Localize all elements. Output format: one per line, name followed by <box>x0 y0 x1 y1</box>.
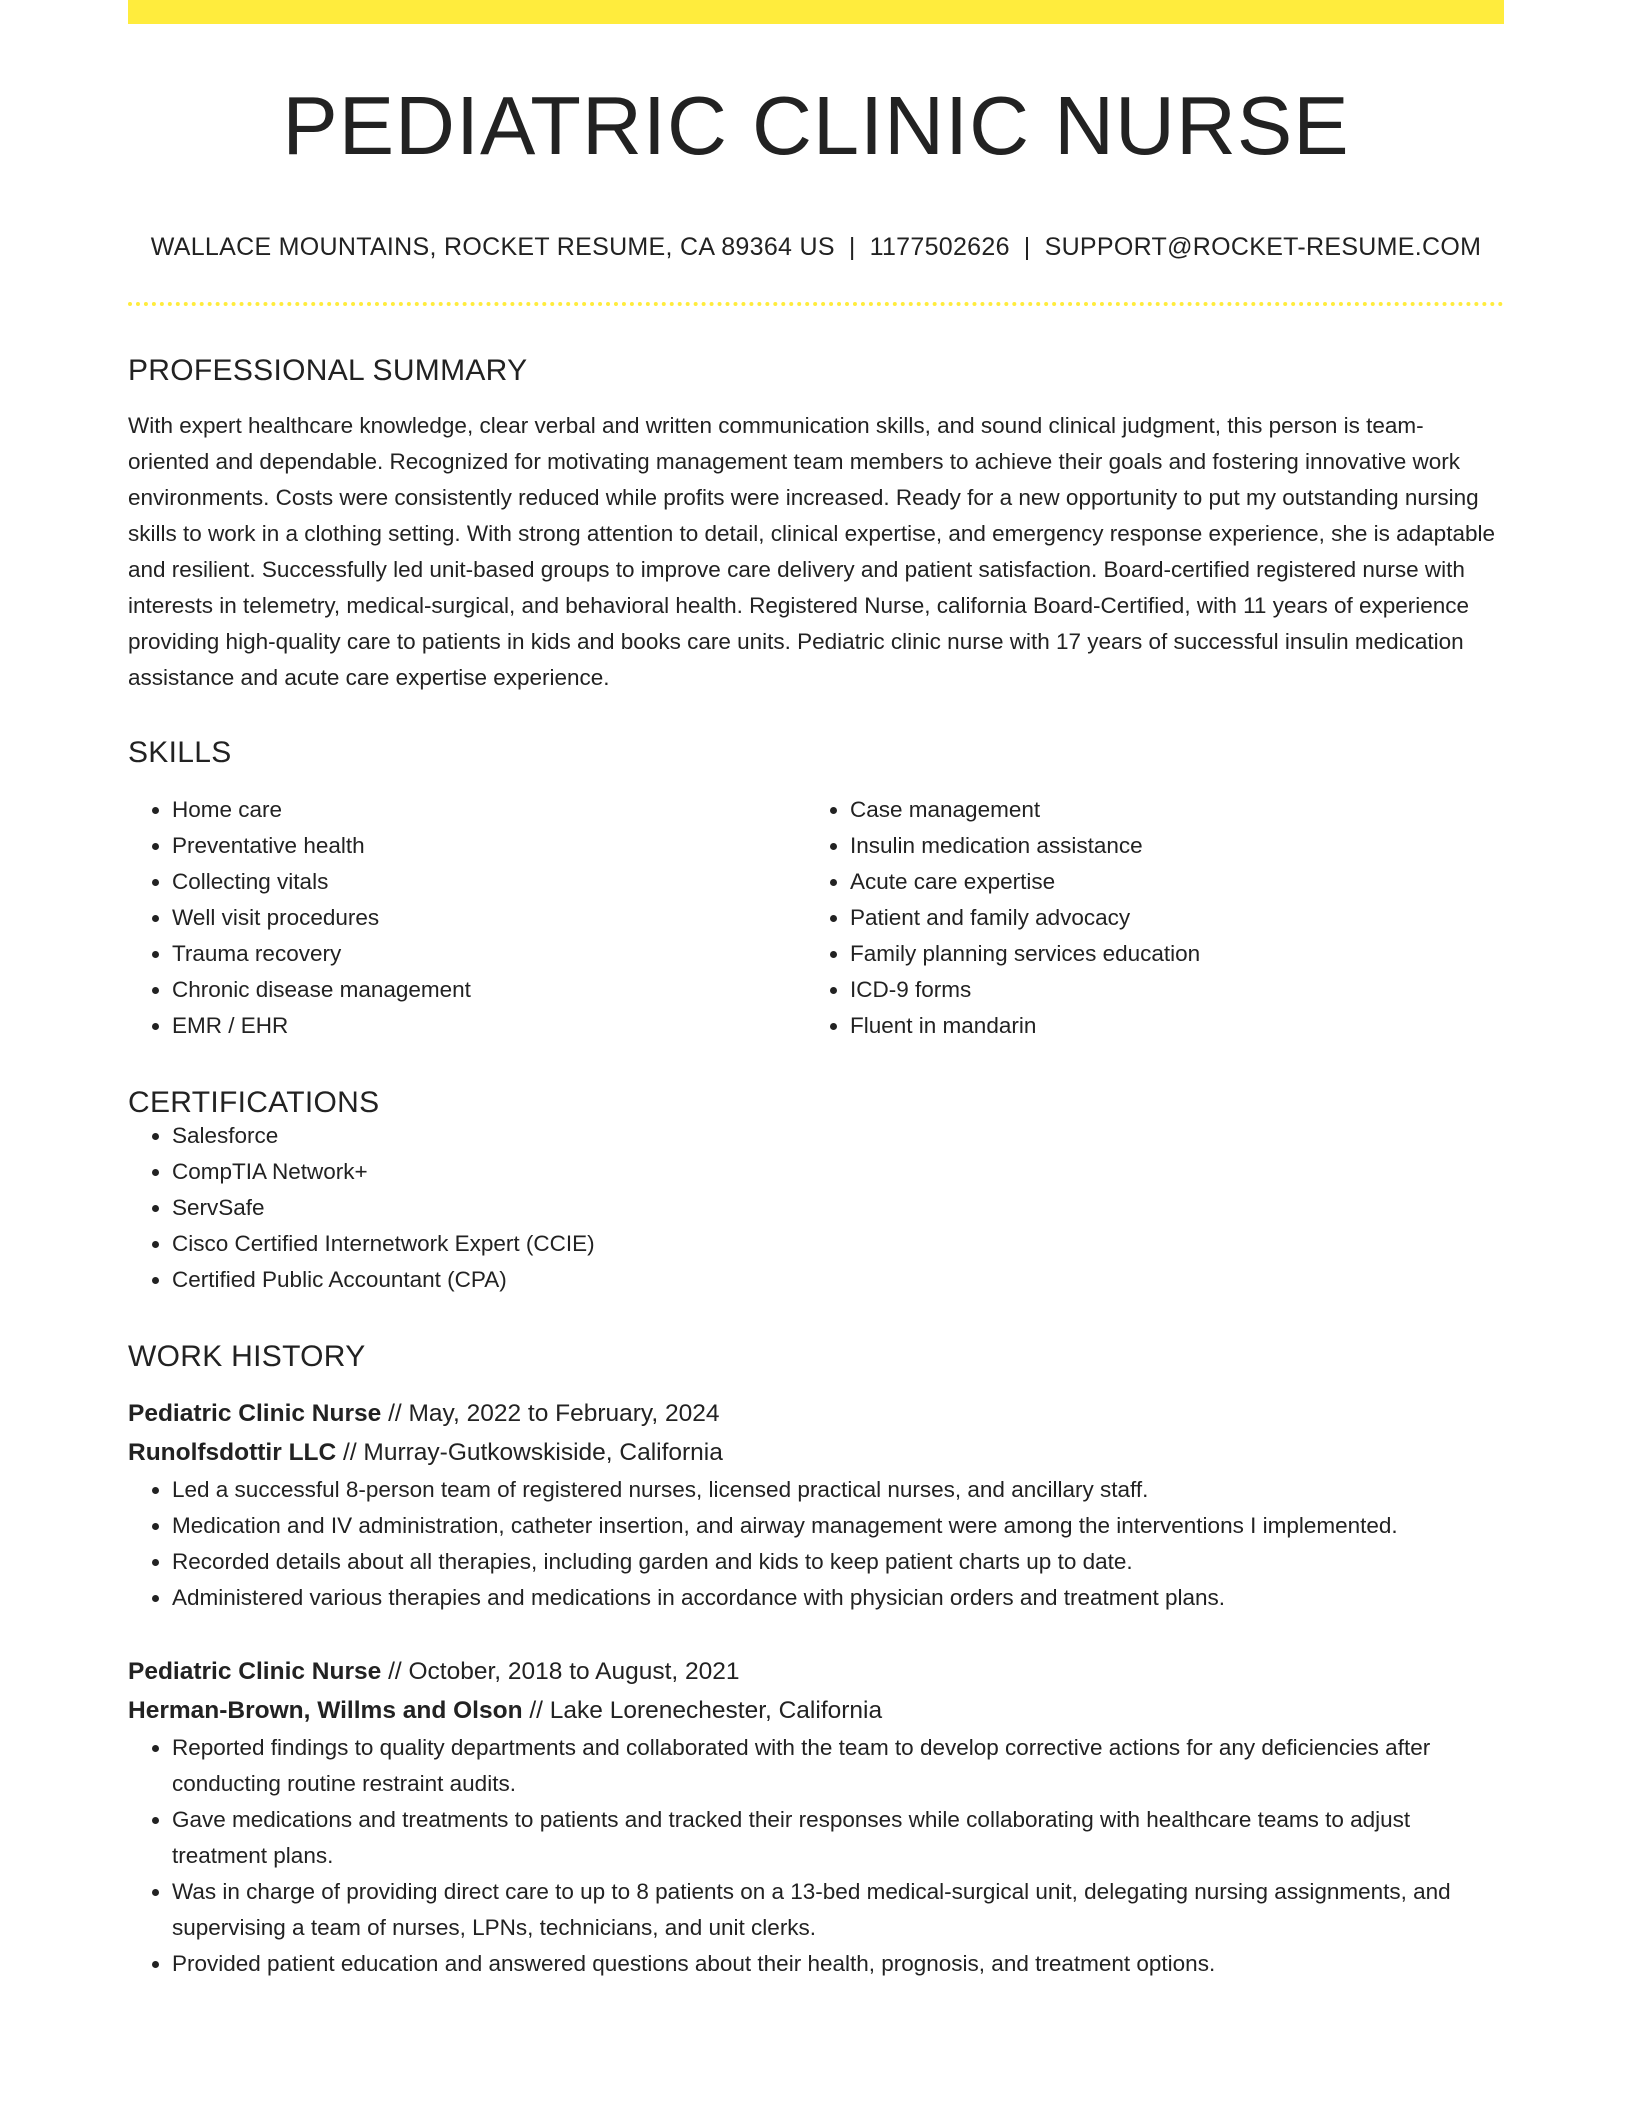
skill-item: • Collecting vitals <box>172 864 806 900</box>
contact-line <box>128 233 1504 262</box>
skill-item: • Patient and family advocacy <box>850 900 1484 936</box>
resume-name: PEDIATRIC CLINIC NURSE <box>282 79 1350 172</box>
contact-phone: 1177502626 <box>869 233 1010 261</box>
job-dates: // May, 2022 to February, 2024 <box>381 1400 720 1427</box>
job-position: Pediatric Clinic Nurse <box>128 1658 382 1685</box>
job-bullet: • Was in charge of providing direct care to up to 8 patients on a 13-bed medical-surgical unit, delegating nursing assignments, and supervising a team of nurses, LPNs, technicians, and unit clerks. <box>172 1874 1504 1946</box>
job-bullet: • Administered various therapies and medications in accordance with physician orders and treatment plans. <box>172 1580 1504 1616</box>
summary-text: With expert healthcare knowledge, clear verbal and written communication skills, and sound clinical judgment, this person is team-oriented and dependable. Recognized for motivating management team members to achieve their goals and fostering innovative work environments. Costs were consistently reduced while profits were increased. Ready for a new opportunity to put my outstanding nursing skills to work in a clothing setting. With strong attention to detail, clinical expertise, and emergency response experience, she is adaptable and resilient. Successfully led unit-based groups to improve care delivery and patient satisfaction. Board-certified registered nurse with interests in telemetry, medical-surgical, and behavioral health. Registered Nurse, california Board-Certified, with 11 years of experience providing high-quality care to patients in kids and books care units. Pediatric clinic nurse with 17 years of successful insulin medication assistance and acute care expertise experience. <box>128 413 1495 690</box>
certification-item: • Cisco Certified Internetwork Expert (CCIE) <box>172 1226 1504 1262</box>
certification-item: • Salesforce <box>172 1118 1504 1154</box>
skill-item: • Fluent in mandarin <box>850 1008 1484 1044</box>
job-dates: // October, 2018 to August, 2021 <box>381 1658 740 1685</box>
skill-item: • Case management <box>850 792 1484 828</box>
header-divider <box>128 302 1504 306</box>
skill-item: • Insulin medication assistance <box>850 828 1484 864</box>
job-company: Runolfsdottir LLC <box>128 1439 337 1466</box>
skills-grid <box>128 792 1504 1044</box>
certification-item: • CompTIA Network+ <box>172 1154 1504 1190</box>
job-company-line <box>128 1691 1504 1730</box>
job-position: Pediatric Clinic Nurse <box>128 1400 382 1427</box>
job-company-line <box>128 1433 1504 1472</box>
skill-item: • Family planning services education <box>850 936 1484 972</box>
skill-item: • Home care <box>172 792 806 828</box>
certifications-list <box>128 1118 1504 1298</box>
skills-title: SKILLS <box>128 736 232 769</box>
job-title-line <box>128 1652 1504 1691</box>
job-bullet: • Reported findings to quality departments and collaborated with the team to develop corrective actions for any deficiencies after conducting routine restraint audits. <box>172 1730 1504 1802</box>
certification-item: • ServSafe <box>172 1190 1504 1226</box>
skill-item: • ICD-9 forms <box>850 972 1484 1008</box>
job-entry <box>128 1652 1504 1982</box>
skills-list-right <box>806 792 1484 1044</box>
job-location: // Murray-Gutkowskiside, California <box>336 1439 723 1466</box>
job-bullet: • Provided patient education and answered questions about their health, prognosis, and treatment options. <box>172 1946 1504 1982</box>
skill-item: • Preventative health <box>172 828 806 864</box>
skill-item: • Well visit procedures <box>172 900 806 936</box>
job-header <box>128 1652 1504 1730</box>
job-bullet: • Led a successful 8-person team of registered nurses, licensed practical nurses, and ancillary staff. <box>172 1472 1504 1508</box>
contact-separator: | <box>848 233 856 261</box>
job-bullets <box>128 1472 1504 1616</box>
skills-list-left <box>128 792 806 1044</box>
certifications-title: CERTIFICATIONS <box>128 1086 380 1119</box>
contact-email: SUPPORT@ROCKET-RESUME.COM <box>1044 233 1482 261</box>
job-header <box>128 1394 1504 1472</box>
job-location: // Lake Lorenechester, California <box>522 1697 883 1724</box>
skill-item: • EMR / EHR <box>172 1008 806 1044</box>
work-history-title: WORK HISTORY <box>128 1340 366 1373</box>
resume-page <box>128 0 1504 1982</box>
contact-separator: | <box>1023 233 1031 261</box>
skills-column-right <box>806 792 1484 1044</box>
contact-address: WALLACE MOUNTAINS, ROCKET RESUME, CA 89364 US <box>150 233 835 261</box>
skill-item: • Chronic disease management <box>172 972 806 1008</box>
skill-item: • Acute care expertise <box>850 864 1484 900</box>
summary-title: PROFESSIONAL SUMMARY <box>128 354 528 387</box>
top-accent-bar <box>128 0 1504 24</box>
job-title-line <box>128 1394 1504 1433</box>
skill-item: • Trauma recovery <box>172 936 806 972</box>
skills-column-left <box>128 792 806 1044</box>
job-bullet: • Medication and IV administration, catheter insertion, and airway management were among the interventions I implemented. <box>172 1508 1504 1544</box>
job-bullets <box>128 1730 1504 1982</box>
certification-item: • Certified Public Accountant (CPA) <box>172 1262 1504 1298</box>
job-bullet: • Recorded details about all therapies, including garden and kids to keep patient charts up to date. <box>172 1544 1504 1580</box>
job-bullet: • Gave medications and treatments to patients and tracked their responses while collaborating with healthcare teams to adjust treatment plans. <box>172 1802 1504 1874</box>
job-company: Herman-Brown, Willms and Olson <box>128 1697 523 1724</box>
job-entry <box>128 1394 1504 1616</box>
